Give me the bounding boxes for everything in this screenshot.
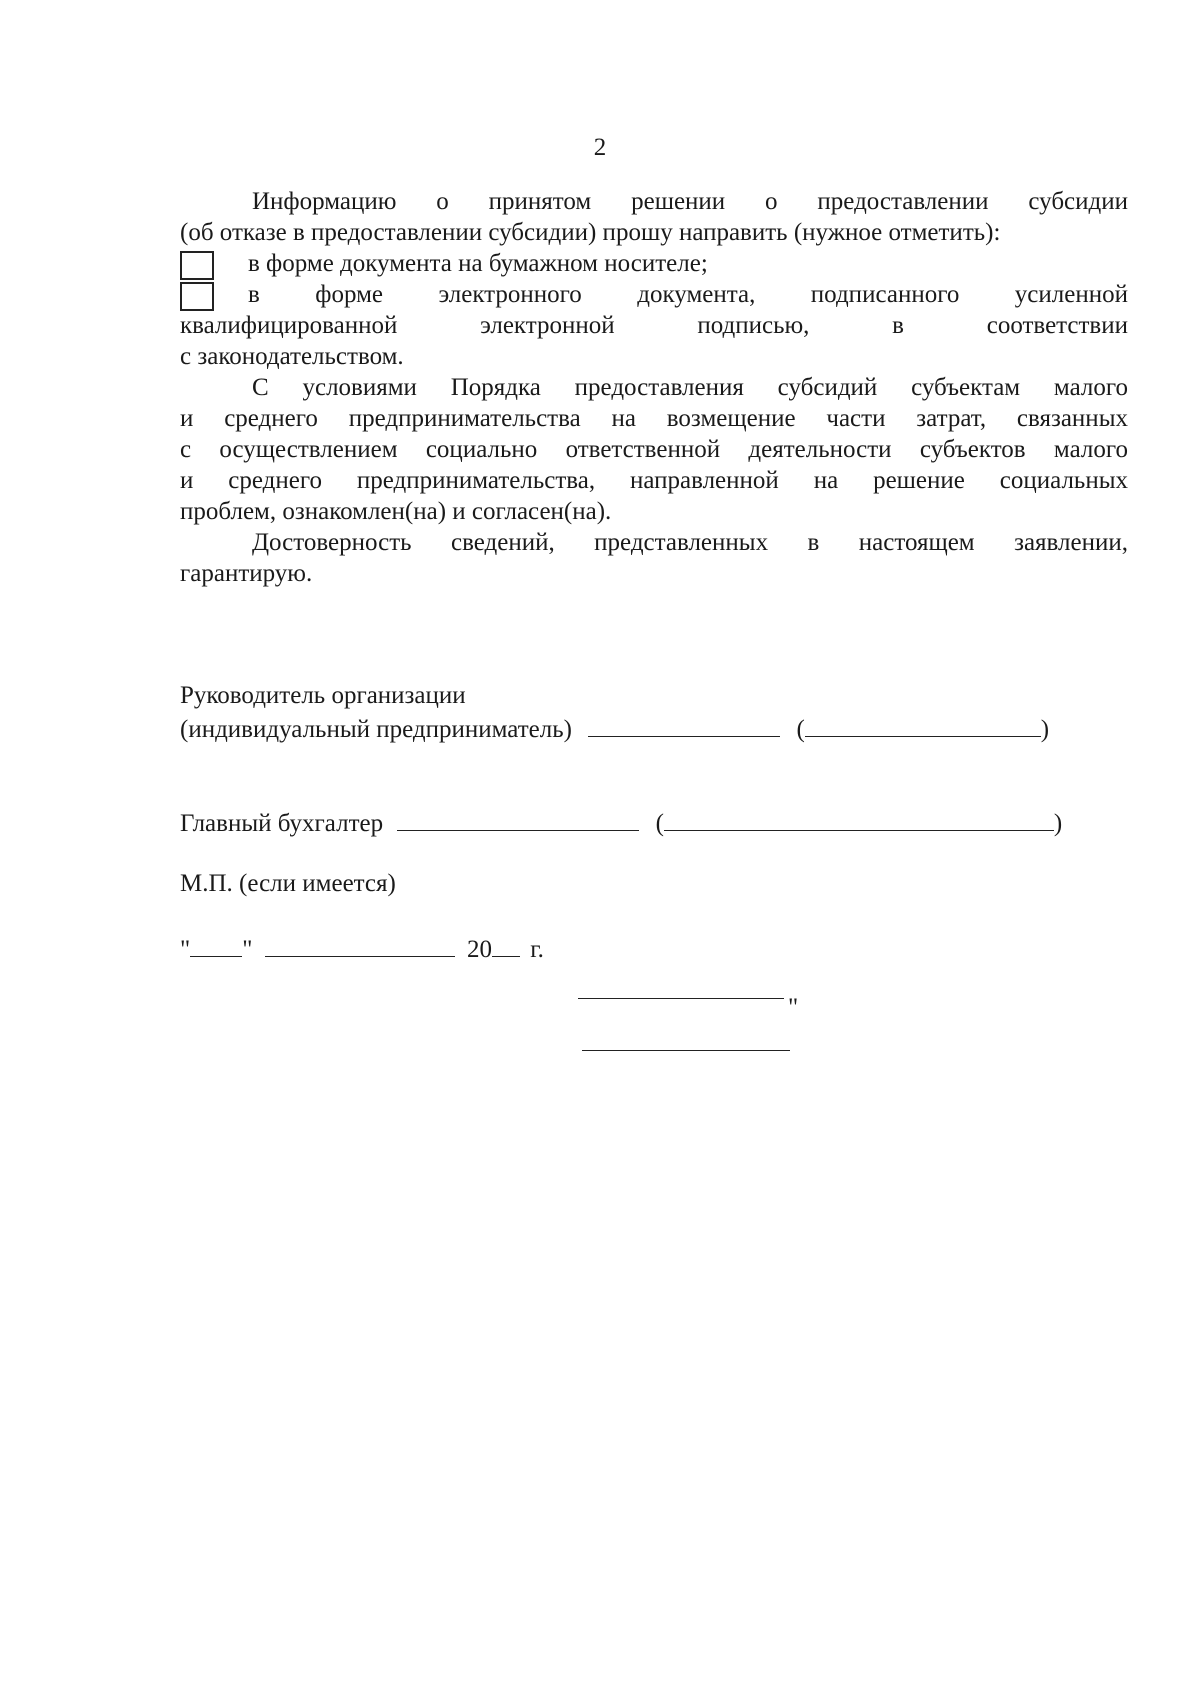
paragraph-1-line-2: (об отказе в предоставлении субсидии) прошу направить (нужное отметить): <box>180 219 1001 246</box>
paragraph-2-line-4: и среднего предпринимательства, направленной на решение социальных <box>180 467 1128 494</box>
closing-rule-2 <box>582 1050 790 1051</box>
paragraph-3-line-2: гарантирую. <box>180 560 313 587</box>
accountant-name-field[interactable] <box>664 806 1054 831</box>
stamp-note: М.П. (если имеется) <box>180 870 396 897</box>
accountant-label: Главный бухгалтер <box>180 810 384 837</box>
checkbox-paper[interactable] <box>180 251 214 280</box>
page-number: 2 <box>593 134 607 161</box>
accountant-close-paren: ) <box>1053 810 1063 837</box>
paragraph-2-line-1: С условиями Порядка предоставления субсидий субъектам малого <box>252 374 1128 401</box>
date-quote-open: " <box>180 936 191 963</box>
option-electronic-line-1: в форме электронного документа, подписанного усиленной <box>248 281 1128 308</box>
paragraph-2-line-5: проблем, ознакомлен(на) и согласен(на). <box>180 498 612 525</box>
date-quote-close: " <box>242 936 253 963</box>
paragraph-2-line-2: и среднего предпринимательства на возмещение части затрат, связанных <box>180 405 1128 432</box>
option-electronic-line-3: с законодательством. <box>180 343 404 370</box>
option-paper-document[interactable] <box>180 248 1128 279</box>
head-name-field[interactable] <box>805 712 1041 737</box>
checkbox-electronic[interactable] <box>180 282 214 311</box>
date-year-suffix: г. <box>530 936 544 963</box>
head-signature-line <box>180 712 1049 745</box>
head-title: Руководитель организации <box>180 682 466 709</box>
accountant-signature-field[interactable] <box>397 806 639 831</box>
paragraph-3-line-1: Достоверность сведений, представленных в настоящем заявлении, <box>252 529 1128 556</box>
head-close-paren: ) <box>1040 716 1050 743</box>
date-year-prefix: 20 <box>466 936 492 963</box>
paragraph-2-line-3: с осуществлением социально ответственной деятельности субъектов малого <box>180 436 1128 463</box>
closing-rule-1 <box>578 998 784 999</box>
head-signature-field[interactable] <box>588 712 780 737</box>
head-open-paren: ( <box>796 716 805 743</box>
option-electronic-line-2: квалифицированной электронной подписью, в соответствии <box>180 312 1128 339</box>
accountant-open-paren: ( <box>655 810 664 837</box>
paragraph-1-line-1: Информацию о принятом решении о предоставлении субсидии <box>252 188 1128 215</box>
accountant-signature-line <box>180 806 1062 839</box>
head-subtitle: (индивидуальный предприниматель) <box>180 716 572 743</box>
option-electronic-document[interactable] <box>180 279 1128 310</box>
body-text <box>180 186 1128 589</box>
option-paper-label: в форме документа на бумажном носителе; <box>248 250 708 277</box>
closing-quote: " <box>788 994 799 1021</box>
date-line <box>180 932 544 965</box>
date-month-field[interactable] <box>265 932 455 957</box>
date-day-field[interactable] <box>190 932 242 957</box>
date-year-field[interactable] <box>492 932 520 957</box>
